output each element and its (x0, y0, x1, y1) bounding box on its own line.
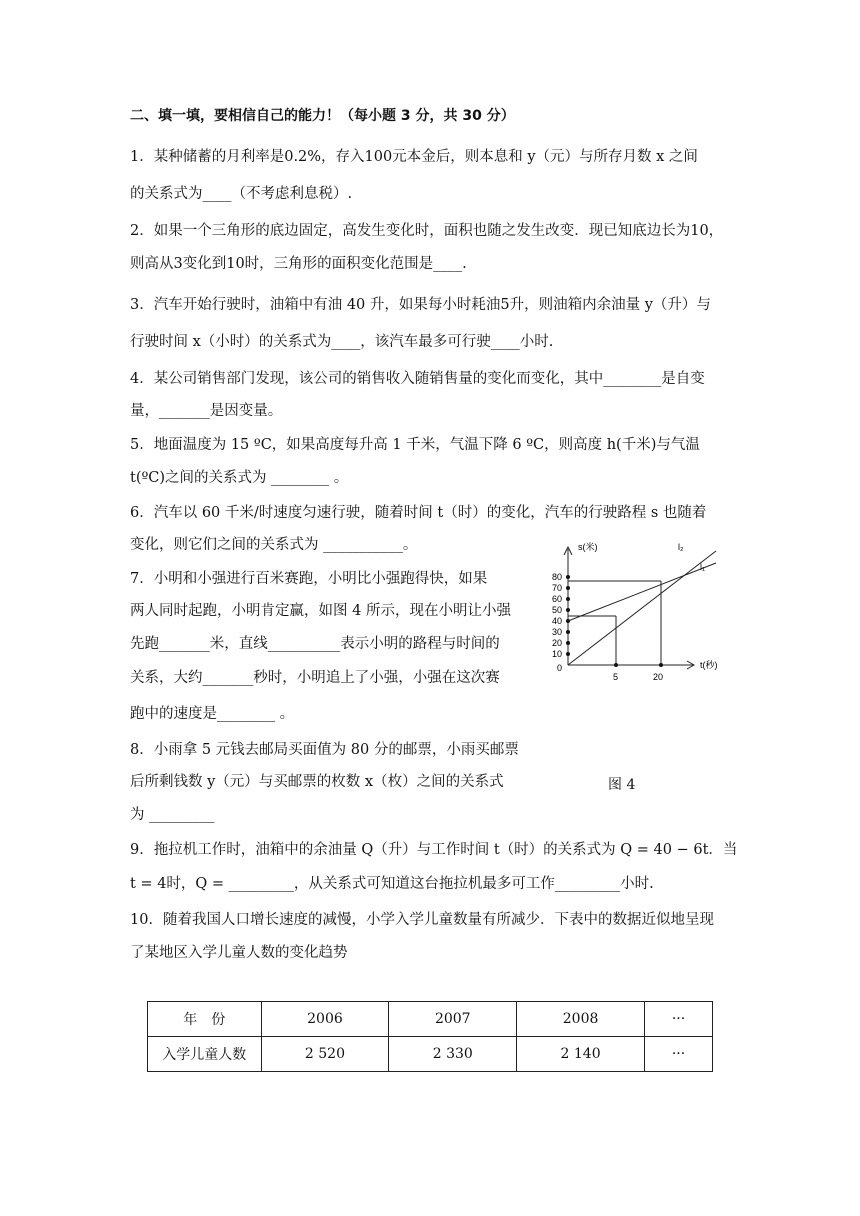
question-7-line-4: 关系，大约_______秒时，小明追上了小强，小强在这次赛 (130, 670, 500, 686)
y-tick-dot (566, 586, 570, 590)
line-l1 (568, 563, 716, 621)
question-7-line-1: 7．小明和小强进行百米赛跑，小明比小强跑得快，如果 (130, 571, 488, 587)
table-cell: 2 330 (389, 1037, 517, 1072)
question-8-line-3: 为 _________ (130, 807, 215, 823)
question-8-line-2: 后所剩钱数 y（元）与买邮票的枚数 x（枚）之间的关系式 (130, 774, 504, 790)
table-cell: ··· (644, 1037, 712, 1072)
line-l1-label: l₁ (700, 562, 706, 572)
x-tick-dot (659, 663, 663, 667)
question-7-line-5: 跑中的速度是________ 。 (130, 706, 295, 722)
question-7-line-2: 两人同时起跑，小明肯定赢，如图 4 所示，现在小明让小强 (130, 603, 511, 619)
table-row (148, 1037, 713, 1072)
y-tick-label: 40 (551, 616, 562, 626)
table-cell: 入学儿童人数 (148, 1037, 262, 1072)
x-tick-label: 20 (653, 672, 664, 682)
x-axis-label: t(秒) (700, 660, 718, 670)
question-2-line-1: 2．如果一个三角形的底边固定，高发生变化时，面积也随之发生改变．现已知底边长为10， (130, 223, 724, 239)
x-tick-label: 5 (613, 672, 619, 682)
y-tick-label: 80 (551, 572, 562, 582)
table-header-cell: ··· (644, 1002, 712, 1037)
table-header-cell: 2008 (517, 1002, 645, 1037)
y-tick-label: 20 (551, 638, 562, 648)
section-heading: 二、填一填，要相信自己的能力！（每小题 3 分，共 30 分） (130, 108, 515, 124)
question-2-line-2: 则高从3变化到10时，三角形的面积变化范围是____. (130, 256, 467, 272)
origin-label: 0 (556, 663, 562, 673)
line-l2-label: l₂ (678, 542, 684, 552)
question-10-line-1: 10．随着我国人口增长速度的减慢，小学入学儿童数量有所减少．下表中的数据近似地呈现 (130, 912, 714, 928)
y-tick-label: 30 (551, 627, 562, 637)
question-1-line-1: 1．某种储蓄的月利率是0.2%，存入100元本金后，则本息和 y（元）与所存月数 x 之间 (130, 149, 698, 165)
y-axis-label: s(米) (578, 542, 598, 552)
question-9-line-1: 9．拖拉机工作时，油箱中的余油量 Q（升）与工作时间 t（时）的关系式为 Q = 40 − 6t．当 (130, 842, 738, 858)
question-3-line-1: 3．汽车开始行驶时，油箱中有油 40 升，如果每小时耗油5升，则油箱内余油量 y（升）与 (130, 297, 711, 313)
y-tick-dot (566, 575, 570, 579)
question-8-line-1: 8．小雨拿 5 元钱去邮局买面值为 80 分的邮票，小雨买邮票 (130, 742, 519, 758)
y-tick-dot (566, 597, 570, 601)
enrollment-table (147, 1001, 713, 1072)
question-3-line-2: 行驶时间 x（小时）的关系式为____，该汽车最多可行驶____小时. (130, 334, 554, 350)
question-4-line-2: 量，_______是因变量。 (130, 403, 283, 419)
table-cell: 2 140 (517, 1037, 645, 1072)
question-9-line-2: t = 4时，Q = _________，从关系式可知道这台拖拉机最多可工作_________小时. (130, 876, 654, 892)
y-tick-label: 50 (551, 605, 562, 615)
question-6-line-1: 6．汽车以 60 千米/时速度匀速行驶，随着时间 t（时）的变化，汽车的行驶路程 s 也随着 (130, 505, 707, 521)
table-header-cell: 年 份 (148, 1002, 262, 1037)
x-tick-dot (614, 663, 618, 667)
question-7-line-3: 先跑_______米，直线__________表示小明的路程与时间的 (130, 636, 500, 652)
figure-4-graph (548, 535, 743, 685)
y-tick-label: 60 (551, 594, 562, 604)
question-5-line-1: 5．地面温度为 15 ºC，如果高度每升高 1 千米，气温下降 6 ºC，则高度 h(千米)与气温 (130, 437, 700, 453)
y-tick-dot (566, 652, 570, 656)
question-10-line-2: 了某地区入学儿童人数的变化趋势 (130, 945, 348, 961)
table-row (148, 1002, 713, 1037)
y-tick-dot (566, 641, 570, 645)
figure-caption: 图 4 (608, 777, 636, 793)
question-6-line-2: 变化，则它们之间的关系式为 ___________。 (130, 537, 418, 553)
line-l2 (568, 551, 716, 665)
y-tick-label: 10 (551, 649, 562, 659)
question-1-line-2: 的关系式为____（不考虑利息税）. (130, 186, 353, 202)
y-tick-dot (566, 630, 570, 634)
table-header-cell: 2006 (261, 1002, 389, 1037)
question-5-line-2: t(ºC)之间的关系式为 ________ 。 (130, 470, 349, 486)
question-4-line-1: 4．某公司销售部门发现，该公司的销售收入随销售量的变化而变化，其中________是自变 (130, 371, 705, 387)
y-tick-dot (566, 608, 570, 612)
table-cell: 2 520 (261, 1037, 389, 1072)
y-tick-label: 70 (551, 583, 562, 593)
table-header-cell: 2007 (389, 1002, 517, 1037)
